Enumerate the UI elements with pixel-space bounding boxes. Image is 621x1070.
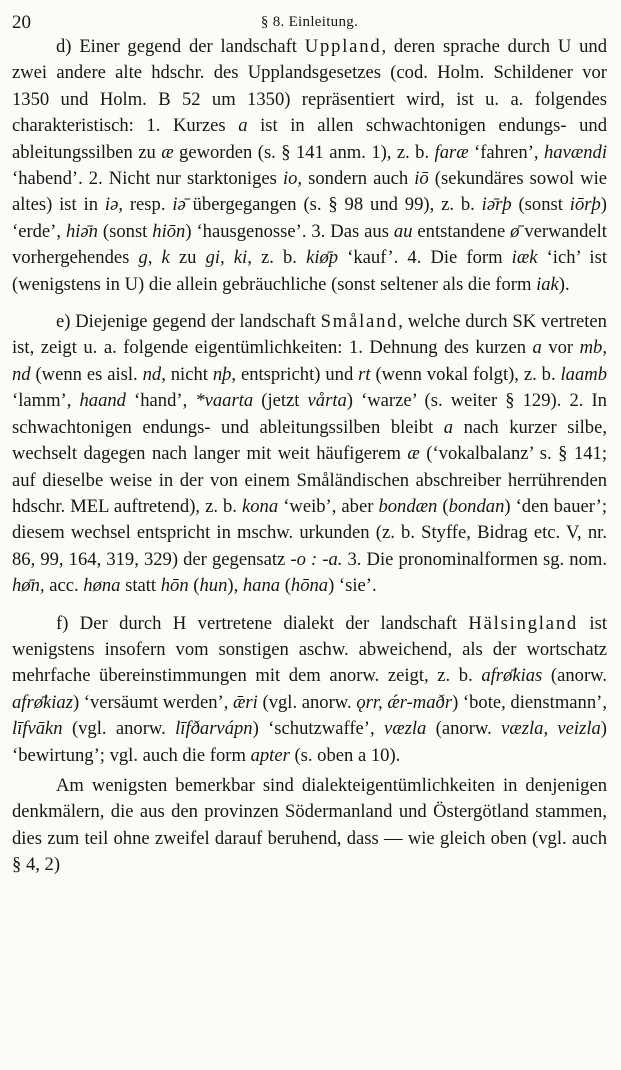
text-run: ‘fahren’, xyxy=(468,141,544,163)
text-run: (anorw. xyxy=(542,665,608,687)
text-run: f) Der durch H vertretene dialekt der landschaft xyxy=(56,612,469,634)
italic-term: iə̄rþ xyxy=(481,194,512,216)
text-run: (sekundäres sowol wie altes) ist in xyxy=(12,168,607,216)
text-run: (sonst xyxy=(97,220,153,242)
text-run: ist in allen schwachtonigen endungs- und ableitungssilben zu xyxy=(12,115,608,163)
paragraph-e xyxy=(12,309,607,599)
text-run: ) ‘bewirtung’; vgl. auch die form xyxy=(12,718,607,766)
italic-term: io, xyxy=(282,168,303,190)
paragraph-d xyxy=(12,34,607,298)
italic-term: mb, nd xyxy=(12,337,607,385)
text-run: ) ‘den bauer’; diesem wechsel entspricht in mschw. urkunden (z. b. Styffe, Bidrag etc. V, nr. 86, 99, 164, 319, 329) der gegensatz xyxy=(12,495,608,570)
text-run: ) ‘bote, dienstmann’, xyxy=(452,691,607,713)
italic-term: høna xyxy=(83,575,121,597)
text-run: ) ‘erde’, xyxy=(12,194,607,242)
paragraph-f xyxy=(12,611,607,769)
text-run: , resp. xyxy=(118,194,173,216)
italic-term: haand xyxy=(79,390,126,412)
text-run: sondern auch xyxy=(302,168,415,190)
italic-term: væzla xyxy=(383,718,427,740)
italic-term: æ xyxy=(161,141,174,163)
running-header xyxy=(12,8,607,34)
italic-term: kona xyxy=(242,495,279,517)
page-number: 20 xyxy=(12,12,31,33)
italic-term: hø̄n, xyxy=(12,575,45,597)
text-run: ), xyxy=(227,575,243,597)
italic-term: faræ xyxy=(434,141,469,163)
text-run: ( xyxy=(280,575,291,597)
italic-term: afrø̄kiaz xyxy=(12,691,73,713)
italic-term: iō xyxy=(414,168,429,190)
italic-term: *vaarta xyxy=(195,390,254,412)
text-run: ) ‘schutzwaffe’, xyxy=(252,718,384,740)
spaced-name: Hälsingland xyxy=(468,612,579,634)
text-run: , welche durch SK vertreten ist, zeigt u. a. folgende eigentümlichkeiten: 1. Dehnung des kurzen xyxy=(12,311,607,359)
italic-term: hōna xyxy=(290,575,329,597)
text-run: (sonst xyxy=(511,194,570,216)
italic-term: afrø̄kias xyxy=(481,665,543,687)
spaced-name: Småland xyxy=(320,311,399,333)
text-run: ) ‘warze’ (s. weiter § 129). 2. In schwachtonigen endungs- und ableitungssilben bleibt xyxy=(12,390,607,438)
text-run: entstandene xyxy=(412,220,511,242)
section-title: § 8. Einleitung. xyxy=(260,14,359,30)
italic-term: bondæn xyxy=(378,495,438,517)
text-run: nicht xyxy=(165,363,213,385)
italic-term: ǫrr, ǽr-maðr xyxy=(356,691,453,713)
italic-term: iōrþ xyxy=(569,194,601,216)
text-run: , deren sprache durch U und zwei andere alte hdschr. des Upplandsgesetzes (cod. Holm. Schildener vor 1350 und Holm. B 52 um 1350) repräsentiert wird, ist u. a. folgendes charakteristisch: 1. Kurzes xyxy=(12,36,607,137)
text-run: (wenn vokal folgt), z. b. xyxy=(370,363,561,385)
text-run: (vgl. anorw. xyxy=(62,718,176,740)
italic-term: gi, ki, xyxy=(205,247,252,269)
italic-term: laamb xyxy=(560,363,607,385)
italic-term: -o : -a. xyxy=(290,548,343,570)
italic-term: hun xyxy=(199,575,228,597)
italic-term: iæk xyxy=(511,247,538,269)
text-run: (anorw. xyxy=(426,718,502,740)
italic-term: iə̄ xyxy=(172,194,186,216)
text-run: geworden (s. § 141 anm. 1), z. b. xyxy=(173,141,435,163)
text-run: ( xyxy=(437,495,449,517)
text-run: z. b. xyxy=(251,247,307,269)
text-run: 3. Die pronominalformen sg. nom. xyxy=(342,548,607,570)
italic-term: hiə̄n xyxy=(65,220,98,242)
text-run: ‘weib’, aber xyxy=(278,495,379,517)
text-run: vor xyxy=(541,337,580,359)
italic-term: kiø̄p xyxy=(306,247,339,269)
text-run: ist wenigstens insofern vom sonstigen aschw. abweichend, als der wortschatz mehrfache übereinstimmungen mit dem anorw. zeigt, z. b. xyxy=(12,612,607,687)
text-run: , entspricht) und xyxy=(231,363,359,385)
text-run: ) ‘sie’. xyxy=(328,575,377,597)
italic-term: hōn xyxy=(160,575,189,597)
text-run: (jetzt xyxy=(253,390,308,412)
italic-term: nþ xyxy=(212,363,232,385)
italic-term: apter xyxy=(250,744,290,766)
italic-term: au xyxy=(393,220,413,242)
text-run: (vgl. anorw. xyxy=(257,691,357,713)
italic-term: iak xyxy=(536,273,559,295)
italic-term: havændi xyxy=(543,141,607,163)
italic-term: a xyxy=(443,416,454,438)
italic-term: væzla, veizla xyxy=(501,718,601,740)
italic-term: hana xyxy=(242,575,281,597)
text-run: statt xyxy=(120,575,161,597)
text-run: übergegangen (s. § 98 und 99), z. b. xyxy=(185,194,482,216)
text-run: ). xyxy=(558,273,570,295)
italic-term: ǣri xyxy=(233,691,258,713)
italic-term: g, k xyxy=(138,247,170,269)
italic-term: bondan xyxy=(448,495,505,517)
italic-term: a xyxy=(238,115,248,137)
text-run: ‘lamm’, xyxy=(12,390,80,412)
italic-term: vårta xyxy=(307,390,347,412)
italic-term: hiōn xyxy=(152,220,186,242)
italic-term: a xyxy=(532,337,542,359)
italic-term: æ xyxy=(407,443,420,465)
italic-term: līfvākn xyxy=(12,718,63,740)
paragraph-continuation xyxy=(12,773,607,879)
text-run: zu xyxy=(169,247,206,269)
text-run: acc. xyxy=(44,575,84,597)
text-run: ‘kauf’. 4. Die form xyxy=(338,247,512,269)
text-run: (‘vokalbalanz’ s. § 141; auf dieselbe weise in der von einem Småländischen abschreiber herrührenden hdschr. MEL auftretend), z. b. xyxy=(12,443,608,517)
italic-term: līfðarvápn xyxy=(175,718,253,740)
spaced-name: Uppland xyxy=(304,36,382,57)
text-run: ) ‘versäumt werden’, xyxy=(72,691,234,713)
text-run: ) ‘hausgenosse’. 3. Das aus xyxy=(185,220,394,242)
italic-term: ø̄ xyxy=(510,220,520,242)
italic-term: rt xyxy=(358,363,371,385)
text-run: ‘habend’. 2. Nicht nur starktoniges xyxy=(12,168,283,190)
italic-term: nd, xyxy=(142,363,166,385)
text-run: verwandelt vorhergehendes xyxy=(12,220,607,269)
text-run: e) Diejenige gegend der landschaft xyxy=(56,311,321,333)
text-run: nach kurzer silbe, wechselt dagegen nach langer mit weit häufigerem xyxy=(12,416,607,465)
text-run: (wenn es aisl. xyxy=(30,363,143,385)
text-run: Am wenigsten bemerkbar sind dialekteigentümlichkeiten in denjenigen denkmälern, die aus den provinzen Södermanland und Östergötland stammen, dies zum teil ohne zweifel darauf beruhend, dass — wie gleich oben (vgl. auch § 4, 2) xyxy=(12,774,607,876)
text-run: ( xyxy=(188,575,200,597)
text-run: ‘ich’ ist (wenigstens in U) die allein gebräuchliche (sonst seltener als die form xyxy=(12,247,607,295)
italic-term: iə xyxy=(104,194,119,216)
text-run: d) Einer gegend der landschaft xyxy=(56,36,305,57)
text-run: (s. oben a 10). xyxy=(289,744,401,766)
text-run: ‘hand’, xyxy=(125,390,196,412)
